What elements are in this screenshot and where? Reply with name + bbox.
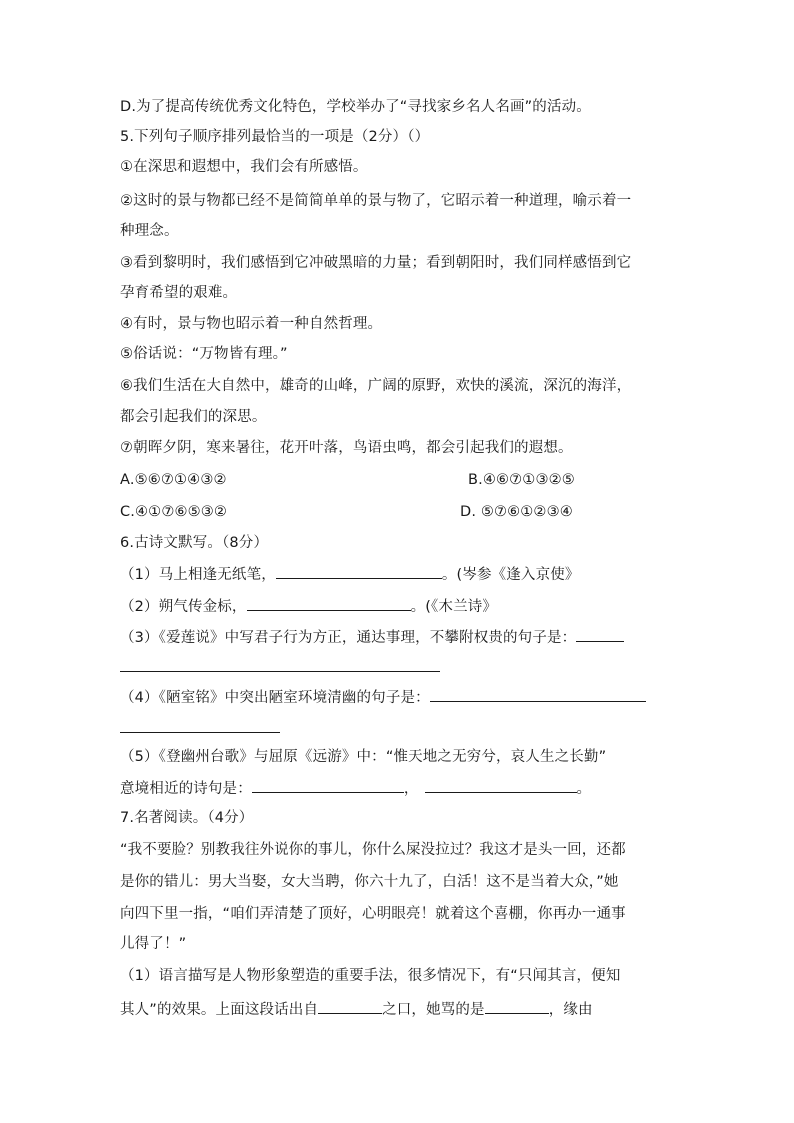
sentence-6-line-2: 都会引起我们的深思。 — [120, 409, 267, 425]
option-d: D. ⑤⑦⑥①②③④ — [460, 504, 573, 520]
answer-line[interactable] — [120, 671, 440, 672]
sentence-3-line-2: 孕育希望的艰难。 — [120, 285, 238, 301]
q6-item-3-text: （3）《爱莲说》中写君子行为方正，通达事理，不攀附权贵的句子是： — [120, 630, 577, 646]
answer-blank[interactable] — [425, 777, 577, 793]
q6-item-5-line-2 — [120, 777, 591, 799]
sentence-2-line-1: ②这时的景与物都已经不是简简单单的景与物了，它昭示着一种道理，喻示着一 — [120, 193, 632, 209]
q6-item-5-comma: ， — [403, 781, 419, 797]
sentence-6-line-1: ⑥我们生活在大自然中，雄奇的山峰，广阔的原野，欢快的溪流，深沉的海洋， — [120, 378, 632, 394]
q6-item-2 — [120, 595, 497, 617]
q7-sub-1-part-2: 之口，她骂的是 — [382, 1002, 485, 1018]
passage-line-2: 是你的错儿：男大当娶，女大当聘，你六十九了，白活！这不是当着大众，”她 — [120, 874, 619, 890]
option-a: A.⑤⑥⑦①④③② — [120, 472, 227, 488]
q6-item-5-line-1: （5）《登幽州台歌》与屈原《远游》中：“惟天地之无穷兮，哀人生之长勤” — [120, 749, 607, 765]
sentence-7: ⑦朝晖夕阴，寒来暑往，花开叶落，鸟语虫鸣，都会引起我们的遐想。 — [120, 440, 573, 456]
q6-item-2-suffix: 。(《木兰诗》 — [410, 599, 498, 615]
q6-item-4-text: （4）《陋室铭》中突出陋室环境清幽的句子是： — [120, 690, 430, 706]
answer-blank[interactable] — [430, 686, 646, 702]
option-c: C.④①⑦⑥⑤③② — [120, 504, 228, 520]
question-5-title: 5.下列句子顺序排列最恰当的一项是（2分）（） — [120, 129, 430, 145]
sentence-4: ④有时，景与物也昭示着一种自然哲理。 — [120, 316, 383, 332]
answer-blank[interactable] — [252, 777, 404, 793]
answer-blank[interactable] — [247, 595, 411, 611]
q7-sub-1-part-3: ，缘由 — [548, 1002, 593, 1018]
passage-line-1: “我不要脸？别教我往外说你的事儿，你什么屎没拉过？我这才是头一回，还都 — [120, 842, 626, 858]
q7-sub-1-line-2 — [120, 998, 593, 1020]
q6-item-5-prefix: 意境相近的诗句是： — [120, 781, 252, 797]
answer-blank[interactable] — [485, 998, 549, 1014]
q7-sub-1-line-1: （1）语言描写是人物形象塑造的重要手法，很多情况下，有“只闻其言，便知 — [120, 968, 621, 984]
q6-item-4 — [120, 686, 646, 708]
q6-item-3 — [120, 626, 624, 648]
q6-item-1-suffix: 。(岑参《逢入京使》 — [441, 567, 580, 583]
question-6-title: 6.古诗文默写。（8分） — [120, 535, 269, 551]
option-b: B.④⑥⑦①③②⑤ — [468, 472, 575, 488]
passage-line-4: 儿得了！” — [120, 936, 187, 952]
q6-item-1 — [120, 563, 580, 585]
question-7-title: 7.名著阅读。（4分） — [120, 810, 254, 826]
answer-line[interactable] — [120, 732, 280, 733]
q6-item-5-period: 。 — [576, 781, 592, 797]
answer-blank[interactable] — [276, 563, 442, 579]
q6-item-1-prefix: （1）马上相逢无纸笔， — [120, 567, 276, 583]
sentence-1: ①在深思和遐想中，我们会有所感悟。 — [120, 159, 368, 175]
q7-sub-1-part-1: 其人”的效果。上面这段话出自 — [120, 1002, 319, 1018]
passage-line-3: 向四下里一指，“咱们弄清楚了顶好，心明眼亮！就着这个喜棚，你再办一通事 — [120, 906, 626, 922]
sentence-5: ⑤俗话说：“万物皆有理。” — [120, 346, 288, 362]
answer-blank[interactable] — [318, 998, 382, 1014]
sentence-2-line-2: 种理念。 — [120, 223, 179, 239]
sentence-3-line-1: ③看到黎明时，我们感悟到它冲破黑暗的力量；看到朝阳时，我们同样感悟到它 — [120, 255, 632, 271]
q6-item-2-prefix: （2）朔气传金标， — [120, 599, 247, 615]
answer-blank[interactable] — [576, 626, 624, 642]
option-d-line: D.为了提高传统优秀文化特色，学校举办了“寻找家乡名人名画”的活动。 — [120, 99, 591, 115]
